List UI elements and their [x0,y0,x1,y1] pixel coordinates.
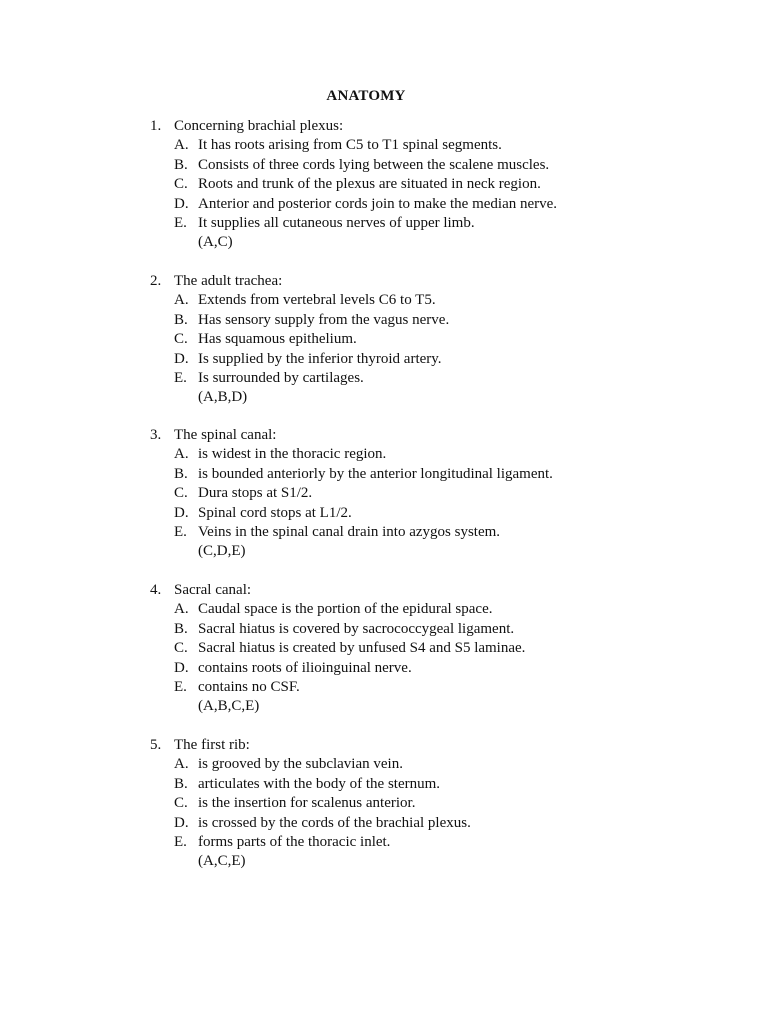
question-stem: Sacral canal: [174,582,252,598]
question-number: 5. [150,737,162,753]
option-row [150,291,750,310]
option-letter: D. [174,195,189,212]
question-stem-row [150,272,750,291]
option-row [150,659,750,678]
question-stem: The spinal canal: [174,427,277,443]
option-letter: E. [174,833,187,850]
option-letter: B. [174,156,188,173]
option-row [150,639,750,658]
option-row [150,755,750,774]
option-row [150,136,750,155]
option-text: Has sensory supply from the vagus nerve. [198,311,450,328]
answer-key: (A,C,E) [198,853,246,870]
option-row [150,484,750,503]
option-letter: B. [174,465,188,482]
option-row [150,775,750,794]
option-text: Anterior and posterior cords join to make the median nerve. [198,195,558,212]
option-letter: E. [174,678,187,695]
option-text: is bounded anteriorly by the anterior longitudinal ligament. [198,465,553,482]
option-text: is grooved by the subclavian vein. [198,756,403,773]
question-number: 2. [150,273,162,289]
option-text: Is supplied by the inferior thyroid artery. [198,350,442,367]
question-stem-row [150,426,750,445]
option-letter: A. [174,756,189,773]
option-row [150,600,750,619]
option-text: forms parts of the thoracic inlet. [198,833,391,850]
option-row [150,833,750,852]
question-1 [150,117,750,253]
option-text: Spinal cord stops at L1/2. [198,504,352,521]
option-text: Roots and trunk of the plexus are situated in neck region. [198,176,541,193]
option-letter: D. [174,350,189,367]
option-text: Veins in the spinal canal drain into azygos system. [198,523,501,540]
option-text: is the insertion for scalenus anterior. [198,795,416,812]
option-row [150,794,750,813]
option-row [150,814,750,833]
question-number: 1. [150,118,162,134]
answer-key: (A,B,D) [198,389,248,406]
document-title: ANATOMY [326,88,406,104]
option-row [150,523,750,542]
option-text: Caudal space is the portion of the epidural space. [198,601,493,618]
option-text: Is surrounded by cartilages. [198,369,364,386]
option-row [150,311,750,330]
option-row [150,445,750,464]
option-row [150,350,750,369]
option-text: Extends from vertebral levels C6 to T5. [198,292,436,309]
question-stem-row [150,117,750,136]
option-letter: C. [174,176,188,193]
question-4 [150,581,750,717]
option-row [150,330,750,349]
question-5 [150,736,750,872]
question-stem-row [150,736,750,755]
option-letter: A. [174,292,189,309]
option-row [150,175,750,194]
option-text: Has squamous epithelium. [198,331,357,348]
answer-key: (A,B,C,E) [198,698,260,715]
option-letter: E. [174,214,187,231]
question-number: 3. [150,427,162,443]
option-text: Consists of three cords lying between the scalene muscles. [198,156,550,173]
option-text: is crossed by the cords of the brachial plexus. [198,814,471,831]
option-text: contains no CSF. [198,678,300,695]
option-letter: A. [174,601,189,618]
option-letter: B. [174,311,188,328]
option-letter: B. [174,775,188,792]
question-number: 4. [150,582,162,598]
option-letter: E. [174,369,187,386]
question-stem-row [150,581,750,600]
option-text: It supplies all cutaneous nerves of upper limb. [198,214,475,231]
option-letter: D. [174,659,189,676]
question-3 [150,426,750,562]
option-letter: D. [174,504,189,521]
option-letter: C. [174,795,188,812]
option-letter: C. [174,485,188,502]
option-row [150,156,750,175]
option-row [150,504,750,523]
option-letter: C. [174,640,188,657]
option-text: contains roots of ilioinguinal nerve. [198,659,412,676]
option-text: Sacral hiatus is created by unfused S4 and S5 laminae. [198,640,526,657]
option-row [150,195,750,214]
option-letter: B. [174,620,188,637]
option-row [150,214,750,233]
option-row [150,620,750,639]
option-text: Dura stops at S1/2. [198,485,313,502]
option-text: It has roots arising from C5 to T1 spinal segments. [198,137,502,154]
option-row [150,465,750,484]
option-letter: D. [174,814,189,831]
option-letter: A. [174,137,189,154]
question-stem: Concerning brachial plexus: [174,118,344,134]
question-stem: The first rib: [174,737,250,753]
question-stem: The adult trachea: [174,273,283,289]
option-text: Sacral hiatus is covered by sacrococcygeal ligament. [198,620,515,637]
option-letter: A. [174,446,189,463]
option-text: is widest in the thoracic region. [198,446,387,463]
option-row [150,678,750,697]
answer-key: (C,D,E) [198,543,246,560]
option-text: articulates with the body of the sternum. [198,775,441,792]
question-2 [150,272,750,408]
option-letter: C. [174,331,188,348]
option-letter: E. [174,523,187,540]
answer-key: (A,C) [198,234,233,251]
option-row [150,369,750,388]
